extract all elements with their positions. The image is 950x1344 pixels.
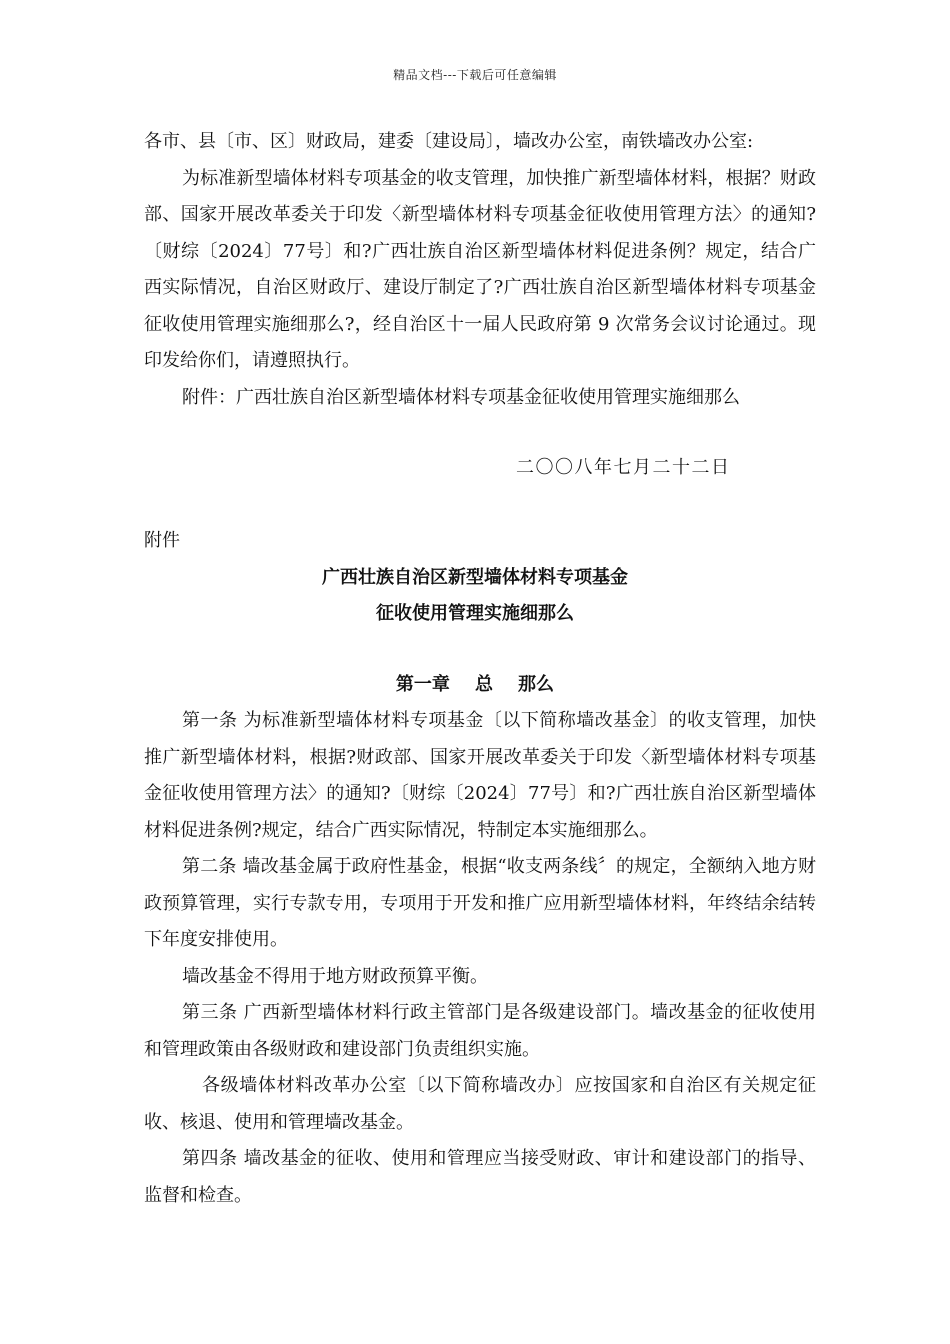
article-2-note: 墙改基金不得用于地方财政预算平衡。	[182, 965, 488, 987]
article-4: 第四条 墙改基金的征收、使用和管理应当接受财政、审计和建设部门的指导、监督和检查。	[144, 1148, 816, 1206]
page-header: 精品文档---下载后可任意编辑	[393, 68, 557, 82]
articles-body	[144, 703, 816, 1214]
attachment-title-line-1: 广西壮族自治区新型墙体材料专项基金	[322, 567, 628, 588]
notice-attachment-line: 附件：广西壮族自治区新型墙体材料专项基金征收使用管理实施细那么	[182, 386, 740, 408]
article-2: 第二条 墙改基金属于政府性基金，根据“收支两条线〞的规定，全额纳入地方财政预算管理，实行专款专用，专项用于开发和推广应用新型墙体材料，年终结余结转下年度安排使用。	[144, 856, 816, 950]
notice-date: 二〇〇八年七月二十二日	[516, 457, 731, 478]
chapter-heading	[0, 671, 950, 699]
notice-paragraph: 为标准新型墙体材料专项基金的收支管理，加快推广新型墙体材料，根据？财政部、国家开展改革委关于印发〈新型墙体材料专项基金征收使用管理方法〉的通知?〔财综〔2024〕77号〕和?广西壮族自治区新型墙体材料促进条例？规定，结合广西实际情况，自治区财政厅、建设厅制定了?广西壮族自治区新型墙体材料专项基金征收使用管理实施细那么?，经自治区十一届人民政府第 9 次常务会议讨论通过。现印发给你们，请遵照执行。	[144, 167, 816, 371]
article-3-note: 各级墙体材料改革办公室〔以下简称墙改办〕应按国家和自治区有关规定征收、核退、使用和管理墙改基金。	[144, 1075, 816, 1133]
attachment-title-line-2: 征收使用管理实施细那么	[376, 603, 574, 624]
attachment-label: 附件	[144, 530, 180, 551]
article-1: 第一条 为标准新型墙体材料专项基金〔以下简称墙改基金〕的收支管理，加快推广新型墙体材料，根据?财政部、国家开展改革委关于印发〈新型墙体材料专项基金征收使用管理方法〉的通知?〔财综〔2024〕77号〕和?广西壮族自治区新型墙体材料促进条例?规定，结合广西实际情况，特制定本实施细那么。	[144, 710, 816, 841]
notice-addressee: 各市、县〔市、区〕财政局，建委〔建设局〕，墙改办公室，南铁墙改办公室:	[144, 131, 754, 152]
notice-body	[144, 124, 816, 416]
chapter-heading-text: 第一章 总 那么	[395, 674, 555, 695]
article-3: 第三条 广西新型墙体材料行政主管部门是各级建设部门。墙改基金的征收使用和管理政策由各级财政和建设部门负责组织实施。	[144, 1002, 816, 1060]
